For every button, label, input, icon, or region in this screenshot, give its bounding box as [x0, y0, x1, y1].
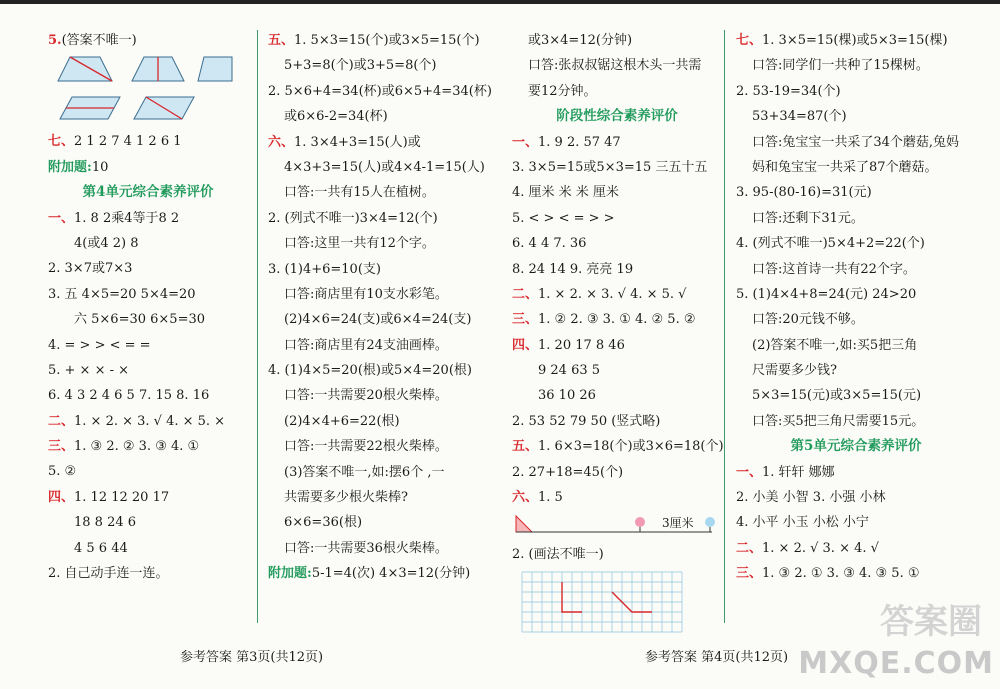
- answer-line: [736, 206, 976, 231]
- column-4: [736, 28, 976, 587]
- answer-text: 5. ②: [48, 464, 77, 480]
- answer-line: [512, 231, 722, 256]
- answer-line: [268, 536, 488, 561]
- question-heading: 六、: [268, 134, 295, 150]
- answer-line: [736, 358, 976, 383]
- question-heading: 一、: [512, 134, 539, 150]
- answer-line: [268, 257, 488, 282]
- answer-line: [48, 282, 248, 307]
- answer-line: [268, 231, 488, 256]
- answer-text: 5. (1)4×4+8=24(元) 24>20: [736, 286, 917, 302]
- answer-text: (答案不唯一): [61, 33, 137, 48]
- answer-text: 6×6=36(根): [284, 515, 363, 531]
- answer-text: 口答:这里一共有12个字。: [284, 236, 435, 252]
- answer-text: 4. = > > < = =: [48, 337, 151, 353]
- answer-line: [736, 485, 976, 510]
- answer-line: [512, 485, 722, 510]
- answer-line: [268, 282, 488, 307]
- answer-line: [48, 561, 248, 586]
- answer-line: [736, 231, 976, 256]
- answer-line: [268, 460, 488, 485]
- answer-text: 18 8 24 6: [74, 515, 137, 531]
- question-heading: 二、: [512, 286, 539, 302]
- answer-line: [48, 155, 248, 180]
- answer-line: [268, 333, 488, 358]
- ruler-label: 3厘米: [662, 516, 694, 531]
- question-heading: 五、: [268, 33, 295, 48]
- answer-text: 3. 五 4×5=20 5×4=20: [48, 286, 196, 302]
- answer-line: [48, 231, 248, 256]
- answer-line: [268, 561, 488, 586]
- section-title: 第4单元综合素养评价: [82, 184, 214, 201]
- answer-line: [268, 155, 488, 180]
- answer-text: 口答:一共需要20根火柴棒。: [284, 388, 448, 404]
- answer-line: [268, 206, 488, 231]
- answer-text: 4. (列式不唯一)5×4+2=22(个): [736, 236, 925, 252]
- answer-line: [268, 130, 488, 155]
- answer-text: 妈和兔宝宝一共采了87个蘑菇。: [752, 159, 938, 175]
- answer-line: [512, 206, 722, 231]
- answer-line: [48, 383, 248, 408]
- answer-line: [736, 460, 976, 485]
- question-heading: 四、: [48, 489, 75, 505]
- question-heading: 三、: [512, 312, 539, 328]
- answer-text: 口答:张叔叔锯这根木头一共需: [528, 58, 702, 74]
- answer-line: [736, 155, 976, 180]
- answer-line: [512, 79, 722, 104]
- answer-text: 5. < > < = > >: [512, 210, 615, 226]
- question-heading: 三、: [48, 439, 75, 455]
- answer-text: 1. 6×3=18(个)或3×6=18(个): [538, 439, 724, 455]
- answer-text: 要12分钟。: [528, 83, 597, 99]
- question-heading: 七、: [736, 33, 763, 48]
- answer-line: [736, 307, 976, 332]
- answer-line: [48, 409, 248, 434]
- footer-right: 参考答案 第4页(共12页): [645, 650, 789, 665]
- answer-text: 口答:一共需要36根火柴棒。: [284, 540, 448, 556]
- answer-text: 4. 小平 小玉 小松 小宁: [736, 515, 869, 531]
- answer-line: [268, 434, 488, 459]
- answer-text: 1. 8 2乘4等于8 2: [74, 210, 180, 226]
- question-heading: 二、: [48, 413, 75, 429]
- answer-line: [736, 383, 976, 408]
- answer-line: [268, 79, 492, 104]
- answer-text: 1. × 2. × 3. √ 4. × 5. √: [538, 286, 687, 302]
- watermark: MXQE.COM: [798, 646, 994, 681]
- answer-text: 1. 12 12 20 17: [74, 489, 170, 505]
- answer-line: [512, 180, 722, 205]
- answer-text: 2. 53-19=34(个): [736, 83, 841, 99]
- answer-text: 或3×4=12(分钟): [528, 33, 633, 48]
- answer-line: [268, 53, 488, 78]
- answer-text: 1. 5×3=15(个)或3×5=15(个): [294, 33, 480, 48]
- answer-text: 1. 轩轩 娜娜: [762, 464, 835, 480]
- answer-text: 1. 9 2. 57 47: [538, 134, 621, 150]
- answer-line: [736, 257, 976, 282]
- answer-text: 1. 20 17 8 46: [538, 337, 625, 353]
- answer-text: (3)答案不唯一,如:摆6个 ,一: [284, 464, 445, 480]
- answer-text: 2. 小美 小智 3. 小强 小林: [736, 490, 886, 506]
- answer-text: 口答:商店里有10支水彩笔。: [284, 286, 448, 302]
- answer-text: 或6×6-2=34(杯): [284, 109, 388, 125]
- question-heading: 一、: [736, 464, 763, 480]
- question-heading: 五、: [512, 439, 539, 455]
- answer-text: 3. 3×5=15或5×3=15 三五十五: [512, 159, 708, 175]
- answer-text: 尺需要多少钱?: [752, 363, 837, 379]
- answer-line: [48, 28, 248, 53]
- answer-text: 36 10 26: [538, 388, 596, 404]
- answer-line: [48, 256, 248, 281]
- answer-text: 六 5×6=30 6×5=30: [74, 312, 206, 328]
- answer-text: 8. 24 14 9. 亮亮 19: [512, 261, 634, 277]
- column-divider-2: [724, 30, 725, 623]
- answer-text: 2. 5×6+4=34(杯)或6×5+4=34(杯): [268, 83, 492, 99]
- answer-text: 1. 5: [538, 490, 563, 506]
- answer-text: 5×3=15(元)或3×5=15(元): [752, 388, 922, 404]
- answer-text: 6. 4 3 2 4 6 5 7. 15 8. 16: [48, 388, 210, 404]
- answer-text: 共需要多少根火柴棒?: [284, 490, 408, 506]
- answer-text: 2. (画法不唯一): [512, 547, 604, 563]
- answer-text: 2. 自己动手连一连。: [48, 566, 169, 582]
- answer-line: [512, 542, 722, 567]
- answer-text: (2)答案不唯一,如:买5把三角: [752, 337, 918, 353]
- answer-text: 4. 厘米 米 米 厘米: [512, 185, 619, 201]
- answer-line: [268, 383, 488, 408]
- answer-line: [268, 510, 488, 535]
- question-heading: 四、: [512, 337, 539, 353]
- question-heading: 附加题:: [48, 159, 92, 175]
- answer-text: 1. ③ 2. ② 3. ③ 4. ①: [74, 439, 200, 455]
- answer-text: 2. (列式不唯一)3×4=12(个): [268, 210, 438, 226]
- answer-text: 1. ② 2. ③ 3. ① 4. ② 5. ②: [538, 312, 696, 328]
- answer-line: [512, 307, 722, 332]
- answer-text: 1. 3×4+3=15(人)或: [294, 134, 421, 150]
- answer-line: [48, 333, 248, 358]
- answer-line: [512, 434, 722, 459]
- answer-line: [48, 358, 248, 383]
- section-title: 第5单元综合素养评价: [790, 438, 922, 455]
- answer-line: [268, 28, 488, 53]
- answer-line: [48, 434, 248, 459]
- answer-line: [736, 409, 976, 434]
- answer-line: [48, 510, 248, 535]
- answer-line: [268, 307, 488, 332]
- answer-line: [736, 333, 976, 358]
- answer-text: 5+3=8(个)或3+5=8(个): [284, 58, 437, 74]
- answer-text: 2 1 2 7 4 1 2 6 1: [74, 134, 182, 150]
- answer-line: [736, 130, 976, 155]
- answer-line: [268, 409, 488, 434]
- answer-text: 2. 3×7或7×3: [48, 261, 133, 277]
- answer-line: [512, 358, 722, 383]
- answer-text: 口答:还剩下31元。: [752, 210, 864, 226]
- grid-figure: [512, 568, 722, 638]
- answer-line: [736, 53, 976, 78]
- answer-line: [512, 282, 722, 307]
- answer-text: 6. 4 4 7. 36: [512, 236, 587, 252]
- column-3: [512, 28, 722, 638]
- answer-text: 4×3+3=15(人)或4×4-1=15(人): [284, 159, 485, 175]
- answer-line: [736, 282, 976, 307]
- answer-text: 9 24 63 5: [538, 363, 601, 379]
- answer-line: [736, 104, 976, 129]
- answer-text: 5-1=4(次) 4×3=12(分钟): [311, 566, 471, 582]
- answer-line: [512, 130, 722, 155]
- answer-text: 4(或4 2) 8: [74, 235, 139, 251]
- answer-line: [512, 28, 722, 53]
- answer-line: [48, 129, 248, 154]
- question-heading: 一、: [48, 210, 75, 226]
- answer-line: [48, 206, 248, 231]
- answer-text: 1. ③ 2. ① 3. ③ 4. ③ 5. ①: [762, 566, 920, 582]
- ruler-figure: [512, 510, 722, 542]
- answer-text: 3. 95-(80-16)=31(元): [736, 185, 872, 201]
- answer-text: 53+34=87(个): [752, 109, 847, 125]
- answer-line: [512, 155, 722, 180]
- question-heading: 5.: [48, 33, 62, 48]
- column-2: [268, 28, 492, 587]
- answer-text: (2)4×4+6=22(根): [284, 413, 400, 429]
- answer-line: [268, 180, 488, 205]
- answer-line: [736, 510, 976, 535]
- question-heading: 附加题:: [268, 566, 312, 582]
- answer-text: 3. (1)4+6=10(支): [268, 261, 381, 277]
- answer-text: 10: [91, 159, 109, 175]
- answer-line: [268, 485, 488, 510]
- answer-text: 口答:一共需要22根火柴棒。: [284, 439, 448, 455]
- answer-text: 4 5 6 44: [74, 540, 128, 556]
- answer-line: [48, 485, 248, 510]
- answer-text: 2. 27+18=45(个): [512, 464, 624, 480]
- question-heading: 七、: [48, 134, 75, 150]
- question-heading: 三、: [736, 566, 763, 582]
- answer-line: [512, 257, 722, 282]
- answer-text: 口答:一共有15人在植树。: [284, 185, 435, 201]
- shape-figures: [48, 53, 248, 129]
- column-1: [48, 28, 248, 586]
- answer-text: 1. × 2. × 3. √ 4. × 5. ×: [74, 413, 226, 429]
- answer-text: 口答:商店里有24支油画棒。: [284, 337, 448, 353]
- answer-line: [512, 460, 722, 485]
- answer-line: [268, 358, 488, 383]
- answer-text: 2. 53 52 79 50 (竖式略): [512, 413, 661, 429]
- answer-line: [736, 536, 976, 561]
- answer-text: (2)4×6=24(支)或6×4=24(支): [284, 312, 472, 328]
- answer-text: 口答:买5把三角尺需要15元。: [752, 413, 925, 429]
- answer-line: [48, 307, 248, 332]
- answer-line: [512, 383, 722, 408]
- top-border: [0, 0, 1000, 4]
- answer-line: [48, 459, 248, 484]
- answer-text: 1. 3×5=15(棵)或5×3=15(棵): [762, 33, 948, 48]
- column-divider-1: [257, 30, 258, 623]
- footer-left: 参考答案 第3页(共12页): [180, 650, 324, 665]
- answer-line: [512, 409, 722, 434]
- question-heading: 六、: [512, 490, 539, 506]
- answer-text: 口答:这首诗一共有22个字。: [752, 261, 916, 277]
- answer-line: [48, 536, 248, 561]
- section-title: 阶段性综合素养评价: [556, 108, 678, 125]
- answer-line: [736, 561, 976, 586]
- answer-line: [512, 53, 722, 78]
- watermark-logo: 答案圈: [880, 602, 982, 642]
- answer-line: [268, 104, 488, 129]
- answer-text: 口答:兔宝宝一共采了34个蘑菇,兔妈: [752, 134, 960, 150]
- answer-text: 5. + × × - ×: [48, 362, 130, 378]
- answer-text: 口答:同学们一共种了15棵树。: [752, 58, 929, 74]
- answer-text: 1. × 2. √ 3. × 4. √: [762, 540, 879, 556]
- answer-text: 口答:20元钱不够。: [752, 312, 864, 328]
- answer-line: [512, 333, 722, 358]
- answer-text: 4. (1)4×5=20(根)或5×4=20(根): [268, 363, 472, 379]
- answer-line: [736, 79, 976, 104]
- answer-line: [736, 28, 976, 53]
- question-heading: 二、: [736, 540, 763, 556]
- answer-line: [736, 180, 976, 205]
